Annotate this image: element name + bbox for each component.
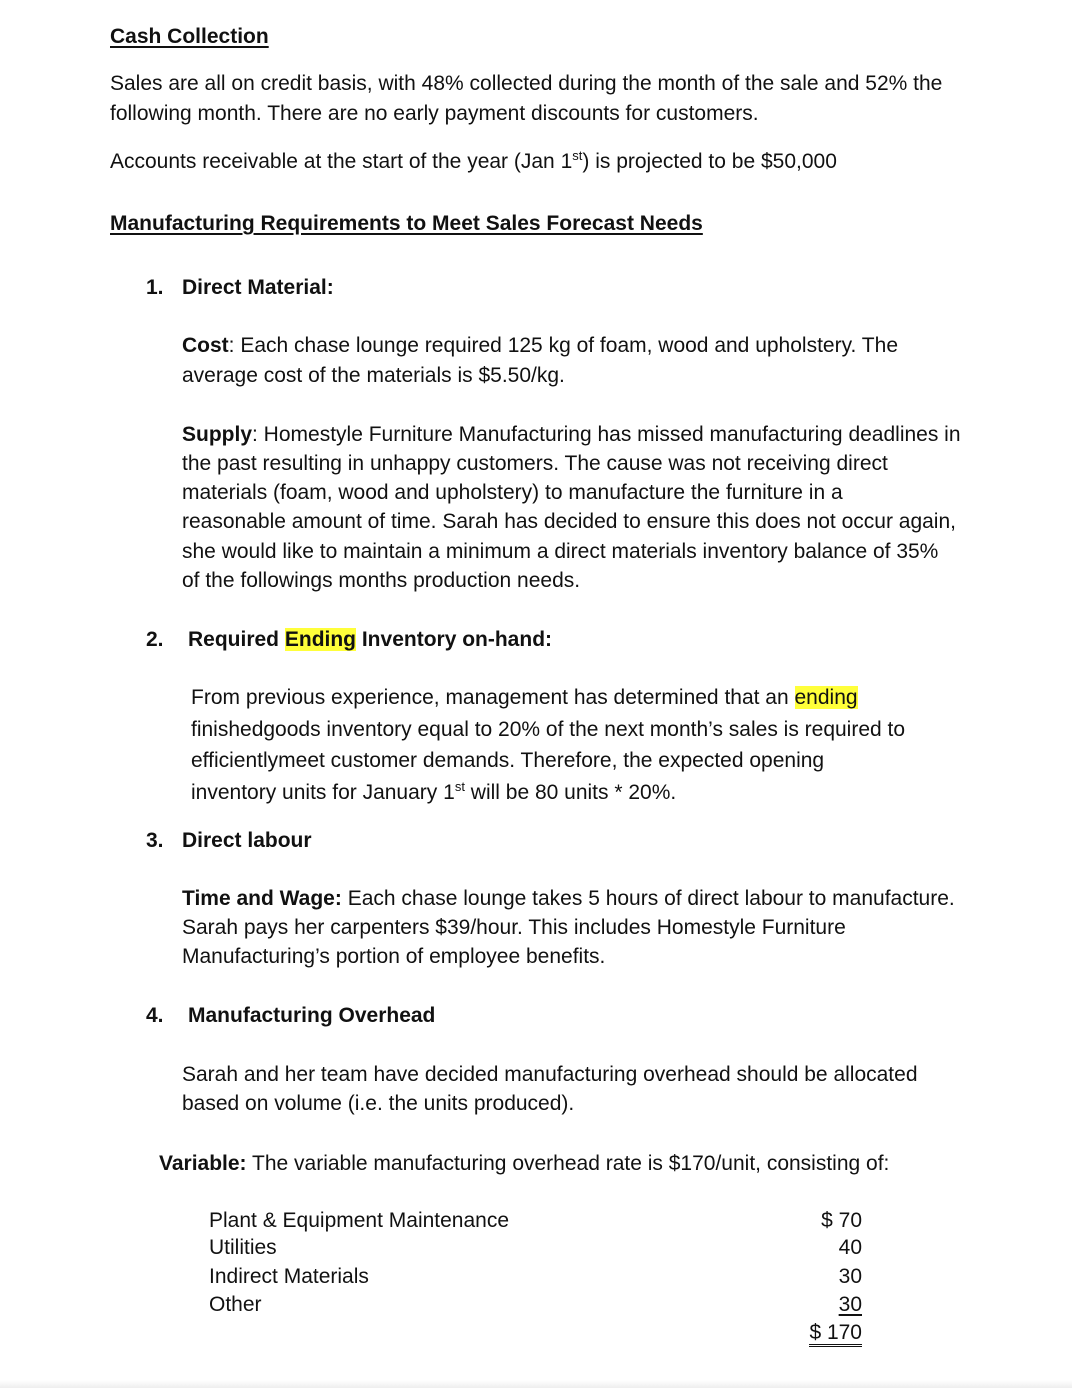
supply-line: of the followings months production needs.: [182, 569, 581, 592]
labour-line: Manufacturing’s portion of employee benefits.: [182, 945, 606, 968]
ending-inventory-line: inventory units for January 1st will be 80 units * 20%.: [191, 779, 677, 804]
ending-inventory-title: Required Ending Inventory on-hand:: [188, 628, 553, 651]
overhead-item-amount: 30: [838, 1265, 862, 1288]
ending-inventory-line: efficientlymeet customer demands. Therefore, the expected opening: [191, 749, 825, 772]
overhead-item-name: Plant & Equipment Maintenance: [209, 1209, 510, 1232]
cost-line: average cost of the materials is $5.50/kg.: [182, 364, 565, 387]
cash-collection-heading: Cash Collection: [110, 25, 269, 48]
overhead-total: $ 170: [792, 1318, 862, 1347]
variable-overhead-text: Variable: The variable manufacturing overhead rate is $170/unit, consisting of:: [159, 1152, 890, 1175]
overhead-item-name: Utilities: [209, 1236, 277, 1259]
supply-line: Supply: Homestyle Furniture Manufacturing has missed manufacturing deadlines in: [182, 423, 961, 446]
cost-line: Cost: Each chase lounge required 125 kg of foam, wood and upholstery. The: [182, 334, 898, 357]
supply-line: the past resulting in unhappy customers. The cause was not receiving direct: [182, 452, 888, 475]
overhead-item-amount: 30: [838, 1293, 862, 1316]
cash-paragraph-line: Sales are all on credit basis, with 48% collected during the month of the sale and 52% the: [110, 72, 943, 95]
overhead-item-amount: 40: [838, 1236, 862, 1259]
cash-paragraph-line: following month. There are no early payment discounts for customers.: [110, 102, 759, 125]
item-number: 4.: [146, 1004, 164, 1027]
page-bottom-edge: [0, 1380, 1072, 1388]
supply-line: she would like to maintain a minimum a direct materials inventory balance of 35%: [182, 540, 939, 563]
supply-line: reasonable amount of time. Sarah has decided to ensure this does not occur again,: [182, 510, 956, 533]
item-number: 3.: [146, 829, 164, 852]
labour-line: Time and Wage: Each chase lounge takes 5 hours of direct labour to manufacture.: [182, 887, 955, 910]
accounts-receivable-text: Accounts receivable at the start of the year (Jan 1st) is projected to be $50,000: [110, 148, 837, 173]
overhead-title: Manufacturing Overhead: [188, 1004, 436, 1027]
labour-line: Sarah pays her carpenters $39/hour. This includes Homestyle Furniture: [182, 916, 846, 939]
overhead-line: Sarah and her team have decided manufacturing overhead should be allocated: [182, 1063, 918, 1086]
direct-labour-title: Direct labour: [182, 829, 312, 852]
direct-material-title: Direct Material:: [182, 276, 334, 299]
manufacturing-heading: Manufacturing Requirements to Meet Sales Forecast Needs: [110, 212, 703, 235]
item-number: 2.: [146, 628, 164, 651]
overhead-item-name: Indirect Materials: [209, 1265, 369, 1288]
ending-inventory-line: From previous experience, management has determined that an ending: [191, 686, 858, 709]
supply-line: materials (foam, wood and upholstery) to manufacture the furniture in a: [182, 481, 843, 504]
ending-inventory-line: finishedgoods inventory equal to 20% of the next month’s sales is required to: [191, 718, 906, 741]
overhead-item-name: Other: [209, 1293, 262, 1316]
item-number: 1.: [146, 276, 164, 299]
overhead-line: based on volume (i.e. the units produced).: [182, 1092, 575, 1115]
overhead-item-amount: $ 70: [821, 1209, 862, 1232]
